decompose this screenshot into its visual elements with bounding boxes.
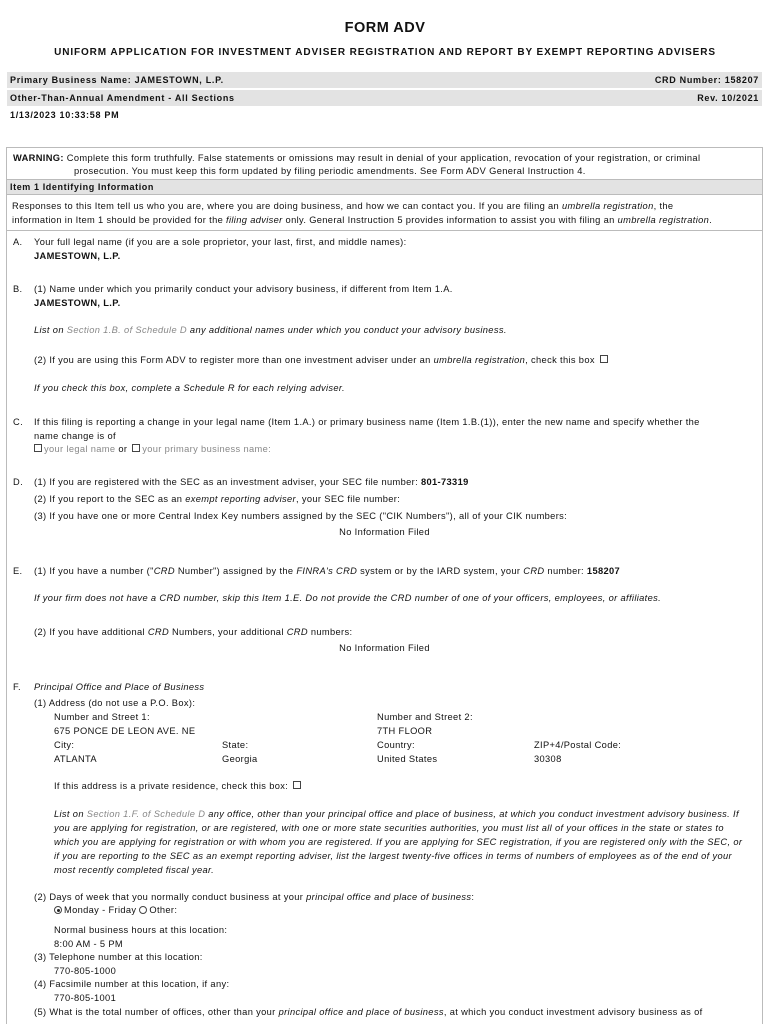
zip-label: ZIP+4/Postal Code: — [534, 740, 622, 750]
item-c-letter: C. — [13, 417, 23, 427]
umbrella-registration-checkbox[interactable] — [600, 355, 608, 363]
crd-number: CRD Number: 158207 — [654, 75, 759, 85]
days-other-radio[interactable] — [139, 906, 147, 914]
schedule-d-1b-link[interactable]: Section 1.B. of Schedule D — [66, 325, 187, 335]
legal-name-change-checkbox[interactable] — [34, 444, 42, 452]
intro-line2: information in Item 1 should be provided for the filing adviser only. General Instruction 5 provides information to assist you with filing an umbrella registration. — [12, 215, 713, 225]
item-e2-question: (2) If you have additional CRD Numbers, your additional CRD numbers: — [34, 627, 353, 637]
crd-number-value: 158207 — [586, 566, 621, 576]
days-options: Monday - Friday Other: — [54, 905, 177, 915]
item-c-line2: name change is of — [34, 431, 116, 441]
item-f-list-l4: if you are reporting to the SEC as an exempt reporting adviser, list the largest twenty-five offices in terms of numbers of employees as of the end of your — [54, 851, 732, 861]
item-b1-question: (1) Name under which you primarily conduct your advisory business, if different from Item 1.A. — [34, 284, 453, 294]
item-a-question: Your full legal name (if you are a sole proprietor, your last, first, and middle names): — [34, 237, 407, 247]
warning-label: WARNING: — [13, 153, 64, 163]
item1-header: Item 1 Identifying Information — [6, 179, 763, 195]
street1-label: Number and Street 1: — [54, 712, 150, 722]
form-subtitle: UNIFORM APPLICATION FOR INVESTMENT ADVISER REGISTRATION AND REPORT BY EXEMPT REPORTING ADVISERS — [54, 47, 716, 58]
filing-timestamp: 1/13/2023 10:33:58 PM — [10, 110, 120, 120]
state-label: State: — [222, 740, 249, 750]
hours-value: 8:00 AM - 5 PM — [54, 939, 123, 949]
item-b2-note: If you check this box, complete a Schedule R for each relying adviser. — [34, 383, 345, 393]
business-name-value: JAMESTOWN, L.P. — [34, 298, 121, 308]
item-e1-question: (1) If you have a number ("CRD Number") assigned by the FINRA's CRD system or by the IARD system, your CRD number: 158207 — [34, 566, 621, 576]
item-f4-question: (4) Facsimile number at this location, if any: — [34, 979, 230, 989]
warning-line2: prosecution. You must keep this form updated by filing periodic amendments. See Form ADV General Instruction 4. — [74, 166, 586, 176]
country-label: Country: — [377, 740, 415, 750]
street1-value: 675 PONCE DE LEON AVE. NE — [54, 726, 196, 736]
city-value: ATLANTA — [54, 754, 97, 764]
additional-crd-no-info: No Information Filed — [339, 643, 430, 653]
item-f-letter: F. — [13, 682, 21, 692]
cik-no-info: No Information Filed — [339, 527, 430, 537]
days-monday-friday-radio[interactable] — [54, 906, 62, 914]
item1-body — [6, 195, 763, 1024]
telephone-value: 770-805-1000 — [54, 966, 117, 976]
zip-value: 30308 — [534, 754, 562, 764]
street2-value: 7TH FLOOR — [377, 726, 433, 736]
header-row-amendment — [7, 90, 762, 106]
state-value: Georgia — [222, 754, 258, 764]
item-b-list-note: List on Section 1.B. of Schedule D any additional names under which you conduct your advisory business. — [34, 325, 507, 335]
legal-name-value: JAMESTOWN, L.P. — [34, 251, 121, 261]
primary-business-name: Primary Business Name: JAMESTOWN, L.P. — [10, 75, 224, 85]
item-e-note: If your firm does not have a CRD number, skip this Item 1.E. Do not provide the CRD number of one of your officers, employees, or affiliates. — [34, 593, 662, 603]
item-f-list-l3: which you are applying for registration or with whom you are registered. If you are applying for SEC registration, if you are registered only with the SEC, or — [54, 837, 743, 847]
hours-label: Normal business hours at this location: — [54, 925, 228, 935]
intro-line1: Responses to this Item tell us who you are, where you are doing business, and how we can contact you. If you are filing an umbrella registration, the — [12, 201, 674, 211]
private-residence-checkbox[interactable] — [293, 781, 301, 789]
fax-value: 770-805-1001 — [54, 993, 117, 1003]
item-d2-question: (2) If you report to the SEC as an exempt reporting adviser, your SEC file number: — [34, 494, 401, 504]
business-name-change-checkbox[interactable] — [132, 444, 140, 452]
private-residence-question: If this address is a private residence, check this box: — [54, 781, 303, 791]
item-d1-question: (1) If you are registered with the SEC as an investment adviser, your SEC file number: 801-73319 — [34, 477, 469, 487]
city-label: City: — [54, 740, 75, 750]
item-c-options: your legal name or your primary business name: — [32, 444, 271, 454]
warning-box — [6, 147, 763, 179]
sec-file-number: 801-73319 — [421, 477, 469, 487]
item-b-letter: B. — [13, 284, 23, 294]
item-f-heading: Principal Office and Place of Business — [34, 682, 205, 692]
item-f2-question: (2) Days of week that you normally conduct business at your principal office and place of business: — [34, 892, 475, 902]
country-value: United States — [377, 754, 438, 764]
item-f5-question: (5) What is the total number of offices, other than your principal office and place of business, at which you conduct investment advisory business as of — [34, 1007, 703, 1017]
form-revision: Rev. 10/2021 — [697, 93, 759, 103]
item-f-list-l2: you are applying for registration, or are registered, with one or more state securities authorities, you must list all of your offices in the state or states to — [54, 823, 724, 833]
item-c-line1: If this filing is reporting a change in your legal name (Item 1.A.) or primary business name (Item 1.B.(1)), enter the new name and specify whether the — [34, 417, 700, 427]
street2-label: Number and Street 2: — [377, 712, 473, 722]
item-f-list-l5: most recently completed fiscal year. — [54, 865, 215, 875]
schedule-d-1f-link[interactable]: Section 1.F. of Schedule D — [86, 809, 206, 819]
item-a-letter: A. — [13, 237, 23, 247]
item-f3-question: (3) Telephone number at this location: — [34, 952, 203, 962]
item-f1-question: (1) Address (do not use a P.O. Box): — [34, 698, 196, 708]
item-d3-question: (3) If you have one or more Central Index Key numbers assigned by the SEC ("CIK Numbers"), all of your CIK numbers: — [34, 511, 568, 521]
item-e-letter: E. — [13, 566, 23, 576]
header-row-timestamp — [7, 107, 762, 123]
divider — [7, 230, 762, 231]
item-f-list-l1: List on Section 1.F. of Schedule D any office, other than your principal office and place of business, at which you conduct investment advisory business. If — [54, 809, 739, 819]
header-row-business — [7, 72, 762, 88]
amendment-type: Other-Than-Annual Amendment - All Sections — [10, 93, 235, 103]
form-title: FORM ADV — [344, 20, 426, 36]
item-d-letter: D. — [13, 477, 23, 487]
warning-line1: Complete this form truthfully. False statements or omissions may result in denial of your application, revocation of your registration, or criminal — [66, 153, 701, 163]
item-b2-question: (2) If you are using this Form ADV to register more than one investment adviser under an umbrella registration, check this box — [34, 355, 610, 365]
